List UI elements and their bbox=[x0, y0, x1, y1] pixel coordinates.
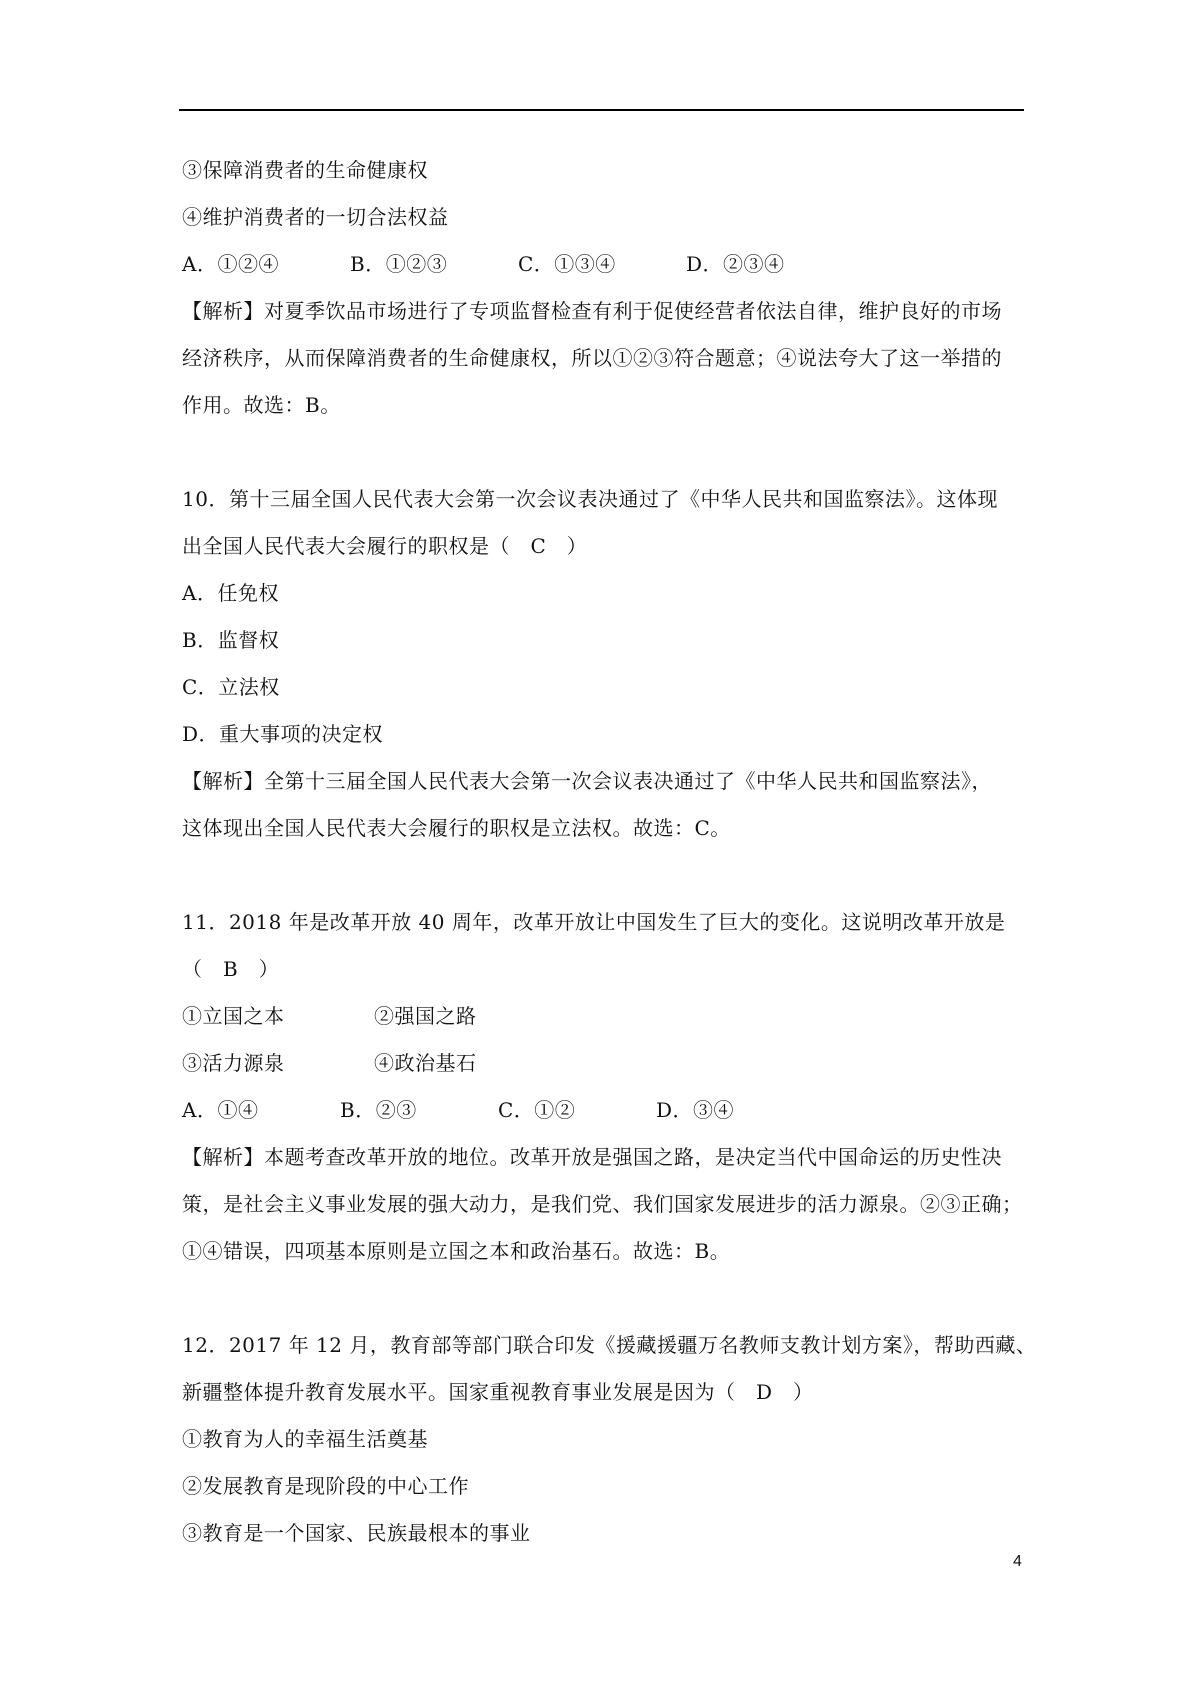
document-body bbox=[182, 150, 1037, 1560]
q10-choice-a: A．任免权 bbox=[182, 581, 279, 605]
q10-choice-c: C．立法权 bbox=[182, 675, 280, 699]
q11-choices bbox=[182, 1090, 1027, 1137]
q10-analysis-line-1: 【解析】全第十三届全国人民代表大会第一次会议表决通过了《中华人民共和国监察法》， bbox=[182, 769, 992, 793]
q11-choice-a: A．①④ bbox=[182, 1098, 259, 1122]
q9-choice-c: C．①③④ bbox=[518, 252, 616, 276]
q11-items-row-1 bbox=[182, 996, 1027, 1043]
q11-choice-c: C．①② bbox=[498, 1098, 576, 1122]
q12-item-2: ②发展教育是现阶段的中心工作 bbox=[182, 1474, 469, 1498]
spacer bbox=[182, 855, 1027, 902]
q11-stem-line-2: （ B ） bbox=[182, 957, 280, 981]
q11-items-row-2 bbox=[182, 1043, 1027, 1090]
q10-choice-b: B．监督权 bbox=[182, 628, 280, 652]
q12-item-3: ③教育是一个国家、民族最根本的事业 bbox=[182, 1521, 531, 1545]
q9-choice-d: D．②③④ bbox=[686, 252, 785, 276]
spacer bbox=[182, 432, 1027, 479]
q11-item-1: ①立国之本 bbox=[182, 1004, 285, 1028]
header-rule bbox=[179, 109, 1024, 111]
q12-item-1: ①教育为人的幸福生活奠基 bbox=[182, 1427, 428, 1451]
q9-option-4: ④维护消费者的一切合法权益 bbox=[182, 205, 449, 229]
q10-choice-d: D．重大事项的决定权 bbox=[182, 722, 384, 746]
q9-choice-a: A．①②④ bbox=[182, 252, 279, 276]
q9-choices bbox=[182, 244, 1027, 291]
q9-analysis-line-1: 【解析】对夏季饮品市场进行了专项监督检查有利于促使经营者依法自律，维护良好的市场 bbox=[182, 299, 1002, 323]
q10-analysis-line-2: 这体现出全国人民代表大会履行的职权是立法权。故选：C。 bbox=[182, 816, 731, 840]
q11-item-2: ②强国之路 bbox=[374, 1004, 477, 1028]
q11-item-3: ③活力源泉 bbox=[182, 1051, 285, 1075]
q11-choice-b: B．②③ bbox=[340, 1098, 417, 1122]
page-number: 4 bbox=[1013, 1553, 1022, 1570]
q11-choice-d: D．③④ bbox=[656, 1098, 735, 1122]
q10-stem-line-1: 10．第十三届全国人民代表大会第一次会议表决通过了《中华人民共和国监察法》。这体现 bbox=[182, 487, 998, 511]
q12-stem-line-2: 新疆整体提升教育发展水平。国家重视教育事业发展是因为（ D ） bbox=[182, 1380, 814, 1404]
q12-stem-line-1: 12．2017 年 12 月，教育部等部门联合印发《援藏援疆万名教师支教计划方案》，帮助西藏、 bbox=[182, 1333, 1037, 1357]
q11-analysis-line-1: 【解析】本题考查改革开放的地位。改革开放是强国之路，是决定当代中国命运的历史性决 bbox=[182, 1145, 1002, 1169]
q11-stem-line-1: 11．2018 年是改革开放 40 周年，改革开放让中国发生了巨大的变化。这说明改革开放是 bbox=[182, 910, 1006, 934]
q9-option-3: ③保障消费者的生命健康权 bbox=[182, 158, 428, 182]
q9-choice-b: B．①②③ bbox=[350, 252, 448, 276]
q10-stem-line-2: 出全国人民代表大会履行的职权是（ C ） bbox=[182, 534, 588, 558]
q11-analysis-line-3: ①④错误，四项基本原则是立国之本和政治基石。故选：B。 bbox=[182, 1239, 731, 1263]
spacer bbox=[182, 1278, 1027, 1325]
q11-analysis-line-2: 策，是社会主义事业发展的强大动力，是我们党、我们国家发展进步的活力源泉。②③正确； bbox=[182, 1192, 1023, 1216]
q9-analysis-line-3: 作用。故选：B。 bbox=[182, 393, 341, 417]
q9-analysis-line-2: 经济秩序，从而保障消费者的生命健康权，所以①②③符合题意；④说法夸大了这一举措的 bbox=[182, 346, 1002, 370]
q11-item-4: ④政治基石 bbox=[374, 1051, 477, 1075]
